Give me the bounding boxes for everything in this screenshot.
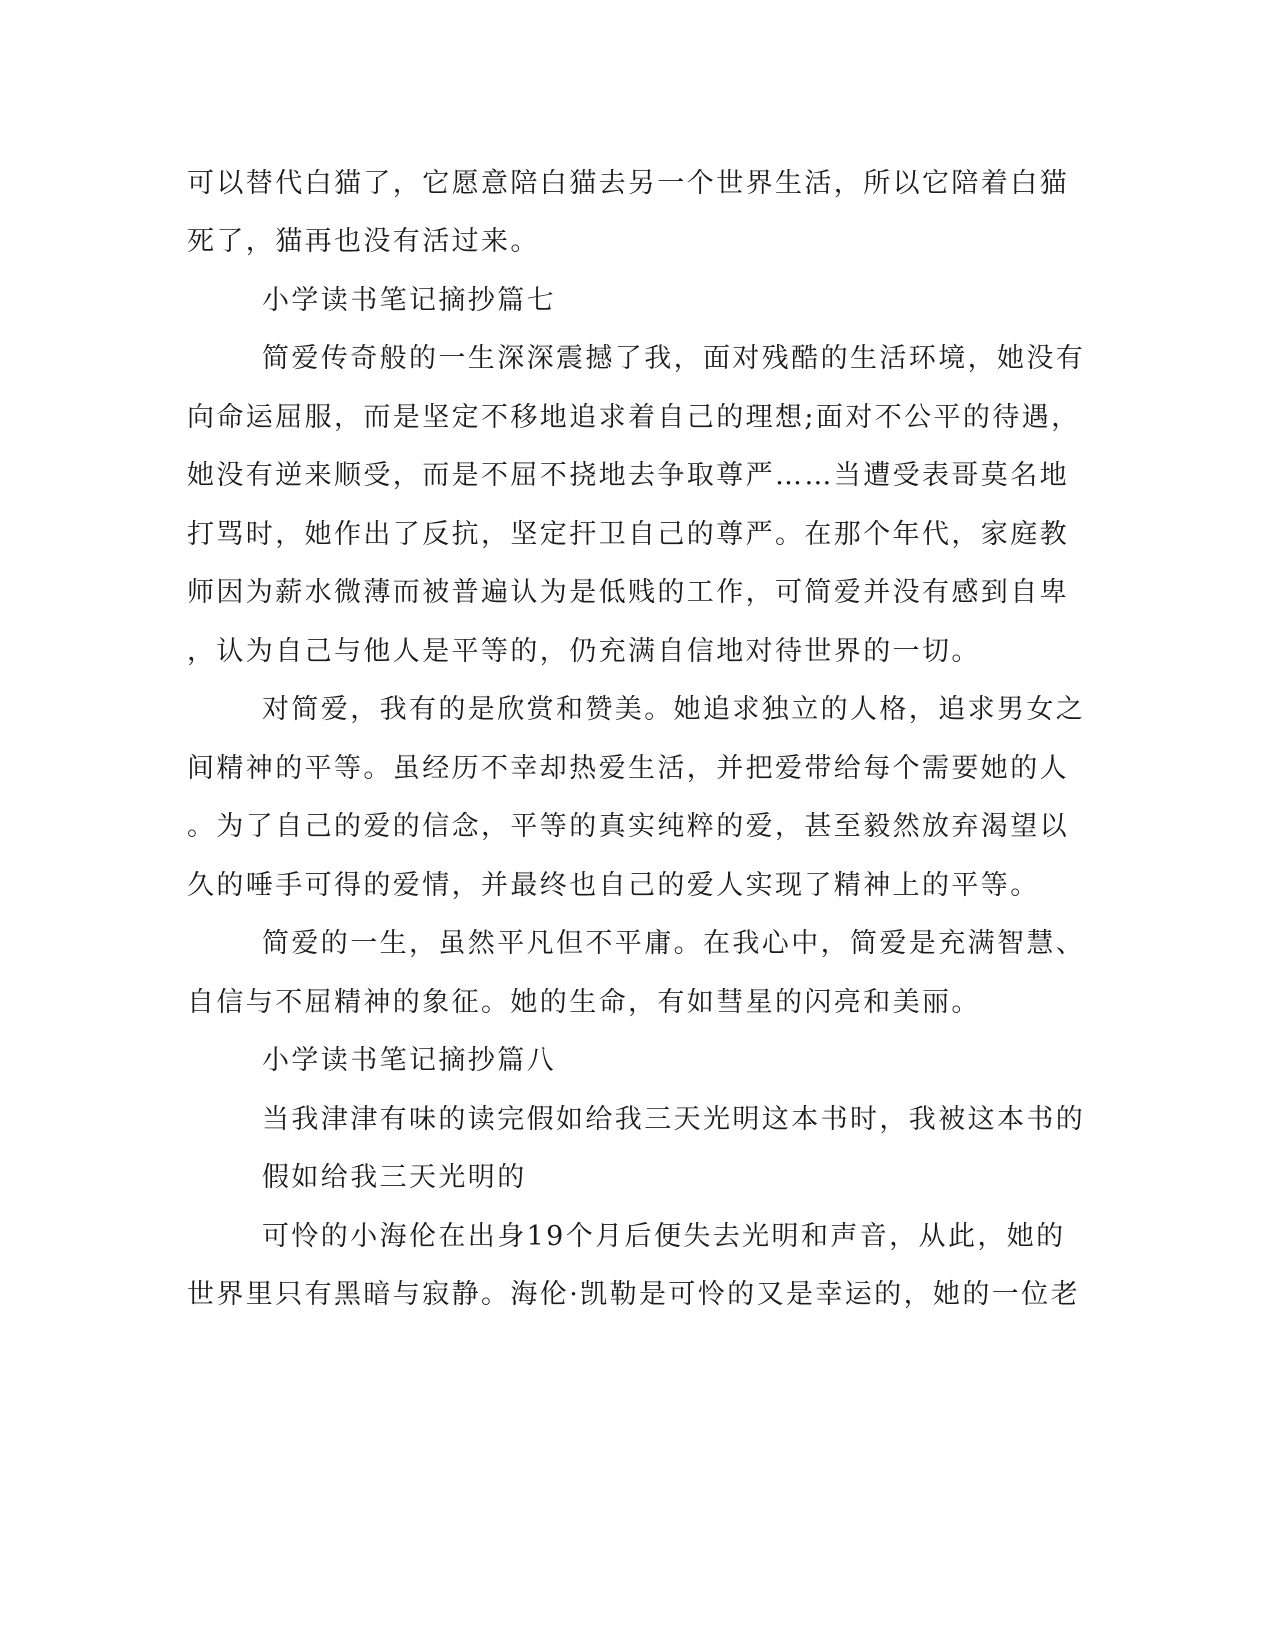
text-line: 世界里只有黑暗与寂静。海伦·凯勒是可怜的又是幸运的，她的一位老	[187, 1279, 1080, 1310]
section-heading: 小学读书笔记摘抄篇七	[262, 285, 556, 316]
section-heading: 小学读书笔记摘抄篇八	[262, 1045, 556, 1076]
text-line: 可以替代白猫了，它愿意陪白猫去另一个世界生活，所以它陪着白猫	[187, 168, 1069, 199]
text-line: 久的唾手可得的爱情，并最终也自己的爱人实现了精神上的平等。	[187, 870, 1040, 901]
text-line: 对简爱，我有的是欣赏和赞美。她追求独立的人格，追求男女之	[262, 694, 1086, 725]
text-line: ，认为自己与他人是平等的，仍充满自信地对待世界的一切。	[187, 636, 981, 667]
text-line: 她没有逆来顺受，而是不屈不挠地去争取尊严……当遭受表哥莫名地	[187, 460, 1069, 491]
text-line: 死了，猫再也没有活过来。	[187, 226, 540, 257]
text-line: 师因为薪水微薄而被普遍认为是低贱的工作，可简爱并没有感到自卑	[187, 577, 1069, 608]
text-line: 向命运屈服，而是坚定不移地追求着自己的理想;面对不公平的待遇，	[187, 402, 1081, 433]
text-line: 打骂时，她作出了反抗，坚定扞卫自己的尊严。在那个年代，家庭教	[187, 519, 1069, 550]
text-line: 简爱的一生，虽然平凡但不平庸。在我心中，简爱是充满智慧、	[262, 928, 1086, 959]
text-line: 可怜的小海伦在出身19个月后便失去光明和声音，从此，她的	[262, 1221, 1066, 1252]
text-line: 自信与不屈精神的象征。她的生命，有如彗星的闪亮和美丽。	[187, 987, 981, 1018]
text-line: 当我津津有味的读完假如给我三天光明这本书时，我被这本书的	[262, 1104, 1086, 1135]
text-line: 间精神的平等。虽经历不幸却热爱生活，并把爱带给每个需要她的人	[187, 753, 1069, 784]
text-line: 假如给我三天光明的	[262, 1162, 527, 1193]
text-line: 简爱传奇般的一生深深震撼了我，面对残酷的生活环境，她没有	[262, 343, 1086, 374]
text-line: 。为了自己的爱的信念，平等的真实纯粹的爱，甚至毅然放弃渴望以	[187, 811, 1069, 842]
